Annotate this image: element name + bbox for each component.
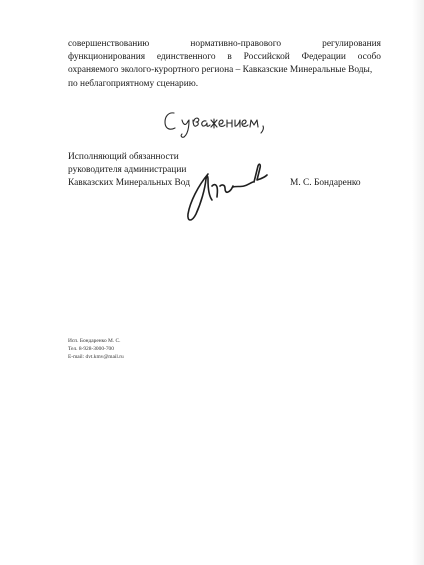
paragraph-line: по неблагоприятному сценарию. — [68, 78, 199, 89]
word: Федерации — [301, 52, 346, 63]
word: в — [227, 52, 232, 63]
letter-body — [68, 38, 381, 91]
paragraph-line: охраняемого эколого-курортного региона – Кавказские Минеральные Воды, — [68, 65, 373, 76]
contact-info — [68, 337, 124, 362]
word: особо — [357, 52, 381, 63]
word: единственного — [156, 52, 216, 63]
handwritten-closing — [162, 107, 282, 141]
paragraph-line — [68, 38, 381, 51]
signer-position-line: руководителя администрации — [68, 165, 187, 176]
page-edge-shadow — [412, 0, 424, 565]
word: регулирования — [322, 39, 381, 49]
handwritten-signature — [184, 156, 284, 226]
signer-position-line: Кавказских Минеральных Вод — [68, 178, 190, 189]
contact-phone: Тел. 8-928-3000-700 — [68, 346, 114, 353]
signer-position — [68, 151, 190, 191]
word: совершенствованию — [68, 39, 150, 49]
signer-name: М. С. Бондаренко — [290, 178, 361, 188]
word: нормативно-правового — [190, 39, 282, 49]
signer-position-line: Исполняющий обязанности — [68, 152, 179, 162]
word: функционирования — [68, 52, 146, 63]
paragraph-line — [68, 51, 381, 64]
word: Российской — [243, 52, 290, 63]
executor-name: Исп. Бондаренко М. С. — [68, 338, 121, 344]
contact-email: E-mail: dvt.kmv@mail.ru — [68, 354, 124, 361]
